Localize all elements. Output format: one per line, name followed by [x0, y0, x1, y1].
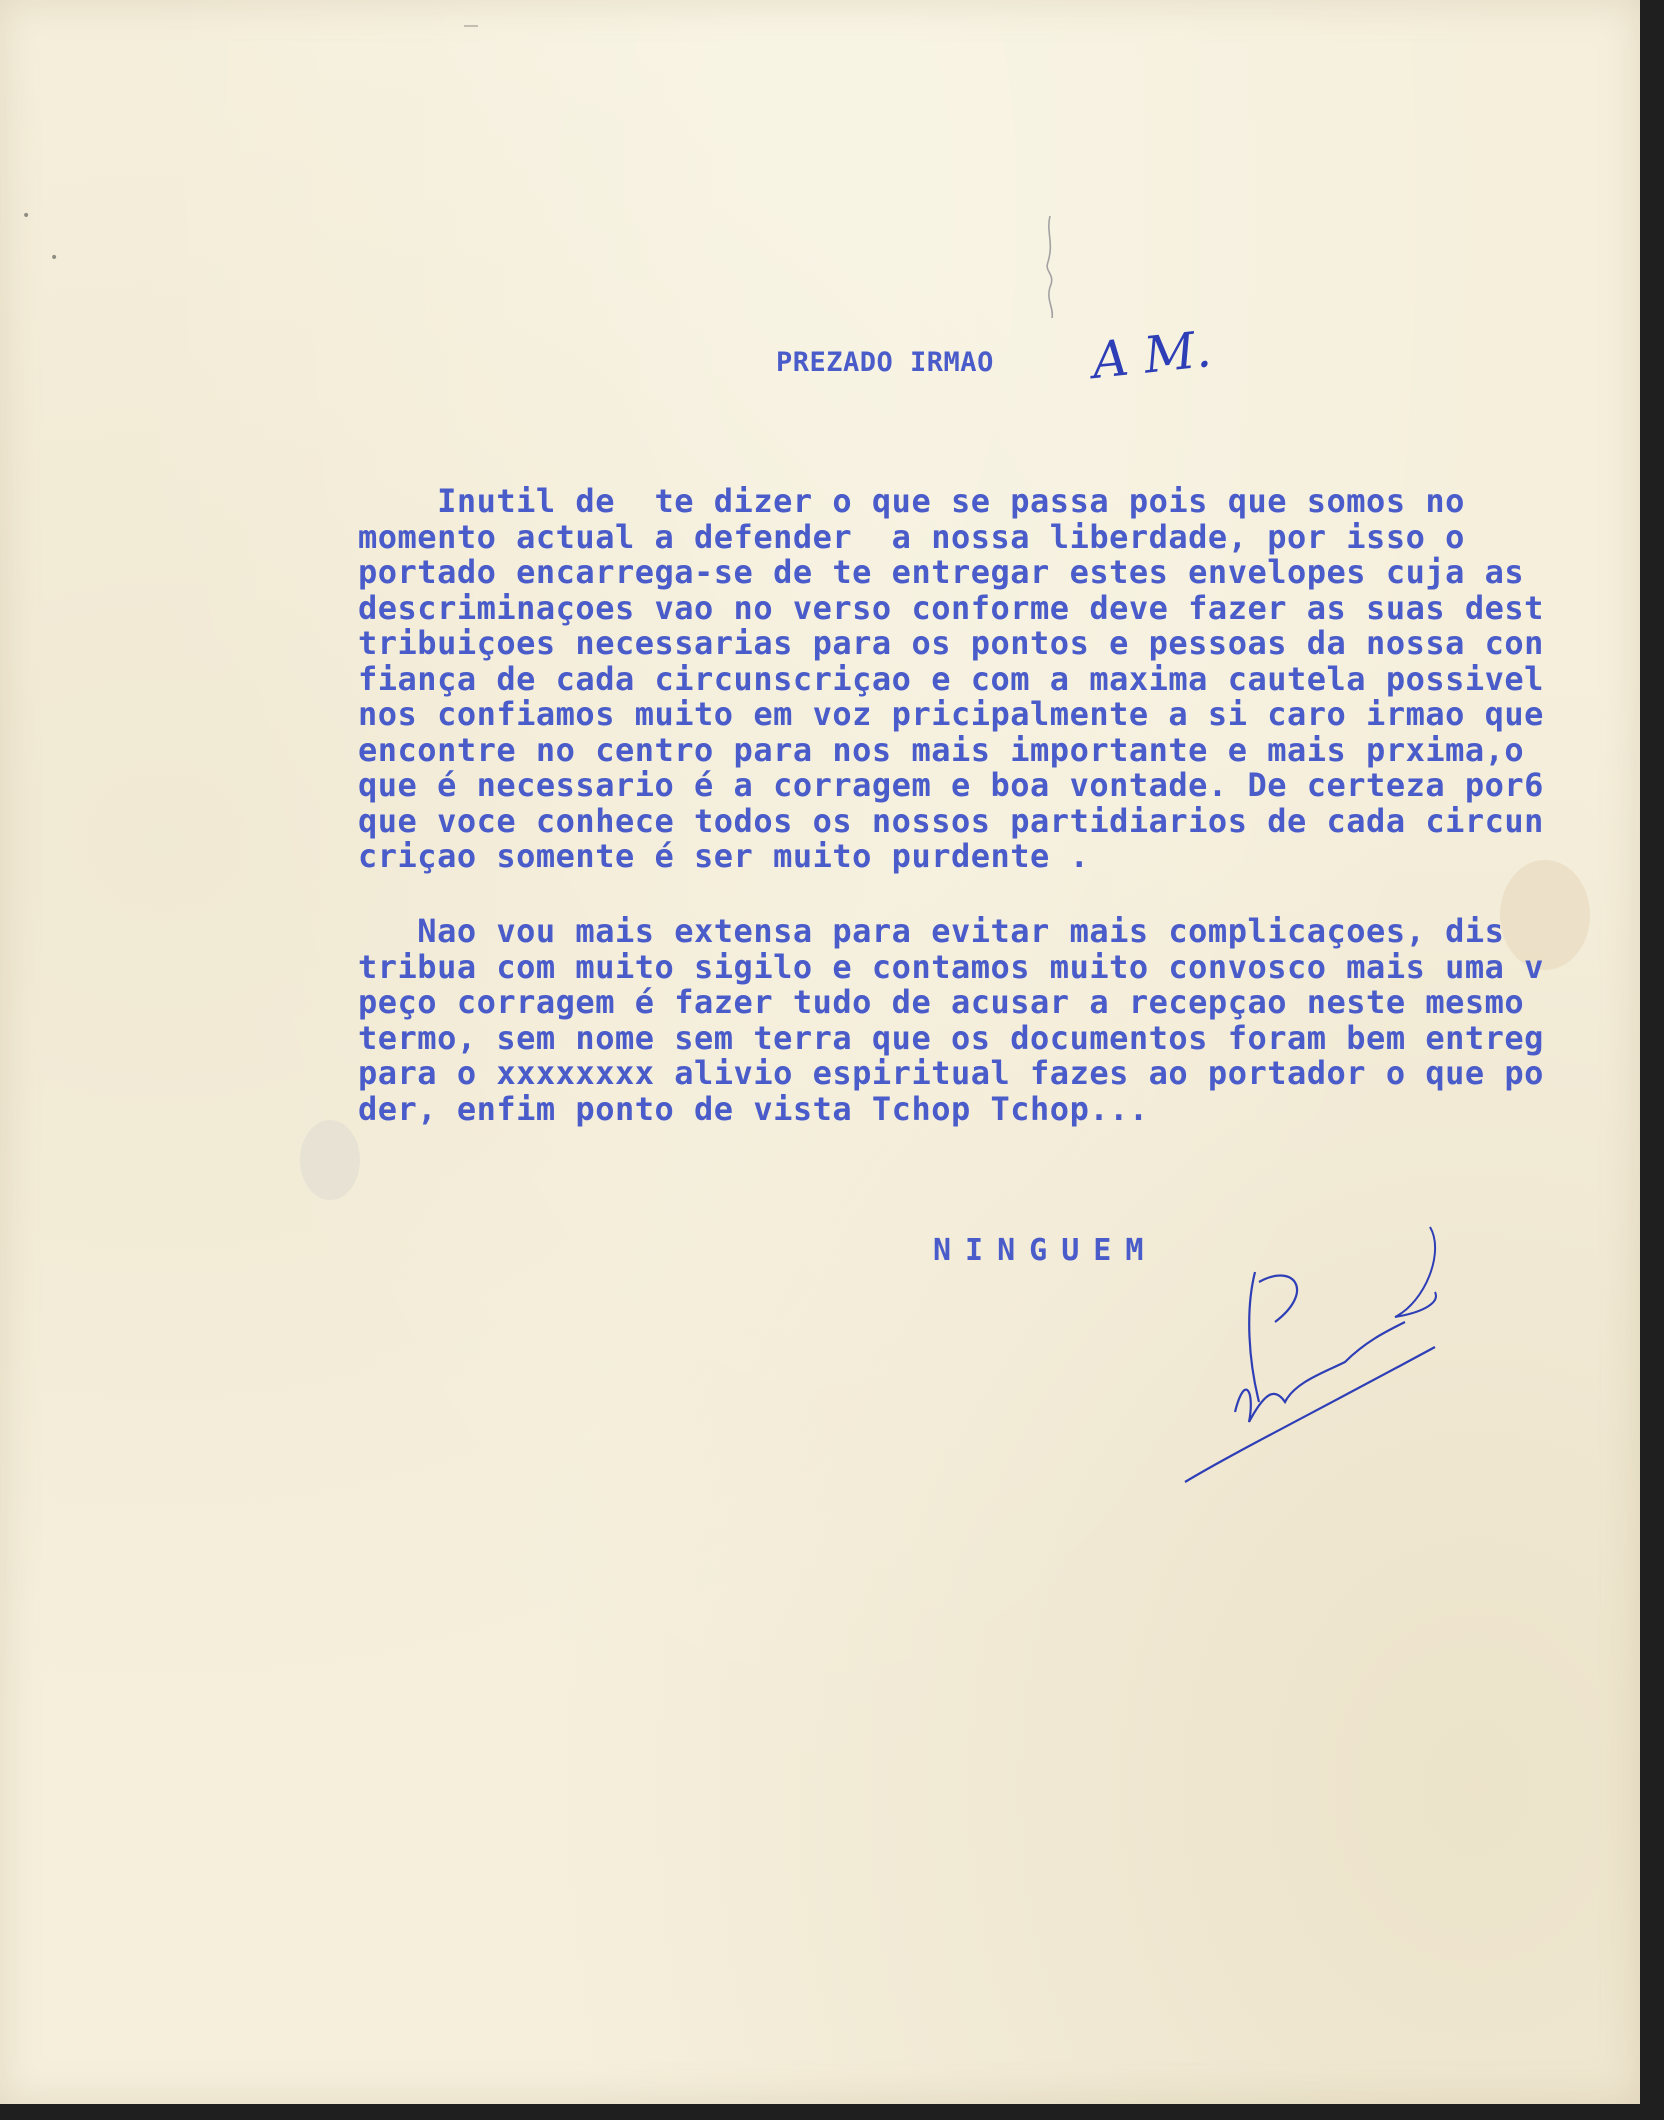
- text-line: termo, sem nome sem terra que os documentos foram bem entreg: [358, 1018, 1544, 1057]
- text-line: Nao vou mais extensa para evitar mais complicaçoes, dis: [358, 912, 1505, 950]
- text-line: descriminaçoes vao no verso conforme deve fazer as suas dest: [358, 588, 1544, 627]
- closing-name: NINGUEM: [933, 1233, 1158, 1268]
- text-line: momento actual a defender a nossa liberdade, por isso o: [358, 517, 1465, 556]
- text-line: tribua com muito sigilo e contamos muito convosco mais uma v: [358, 947, 1544, 986]
- pencil-brace-mark: [1036, 212, 1066, 322]
- paper-speck: •: [22, 208, 31, 224]
- text-line: que é necessario é a corragem e boa vontade. De certeza por6: [358, 766, 1544, 804]
- text-line: peço corragem é fazer tudo de acusar a recepçao neste mesmo: [358, 983, 1525, 1021]
- handwritten-initials: A M.: [1089, 319, 1214, 391]
- text-line: para o xxxxxxxx alivio espiritual fazes ao portador o que po: [358, 1054, 1544, 1092]
- text-line: nos confiamos muito em voz pricipalmente a si caro irmao que: [358, 695, 1544, 733]
- text-line: criçao somente é ser muito purdente .: [358, 837, 1090, 875]
- text-line: der, enfim ponto de vista Tchop Tchop...: [358, 1089, 1149, 1128]
- letter-paragraph-2: [358, 914, 1544, 1127]
- letter-title: PREZADO IRMAO: [776, 347, 994, 378]
- text-line: portado encarrega-se de te entregar estes envelopes cuja as: [358, 553, 1525, 591]
- text-line: Inutil de te dizer o que se passa pois que somos no: [358, 482, 1465, 520]
- initials-underline: [1088, 398, 1089, 399]
- paper-speck: •: [50, 250, 59, 266]
- handwritten-signature: [1175, 1222, 1455, 1492]
- letter-paragraph-1: [358, 484, 1544, 875]
- text-line: tribuiçoes necessarias para os pontos e pessoas da nossa con: [358, 624, 1544, 662]
- paper-speck: ―: [464, 18, 478, 34]
- text-line: encontre no centro para nos mais importante e mais prxima,o: [358, 730, 1525, 769]
- text-line: fiança de cada circunscriçao e com a maxima cautela possivel: [358, 659, 1544, 698]
- paper-stain: [300, 1120, 360, 1200]
- text-line: que voce conhece todos os nossos partidiarios de cada circun: [358, 801, 1544, 840]
